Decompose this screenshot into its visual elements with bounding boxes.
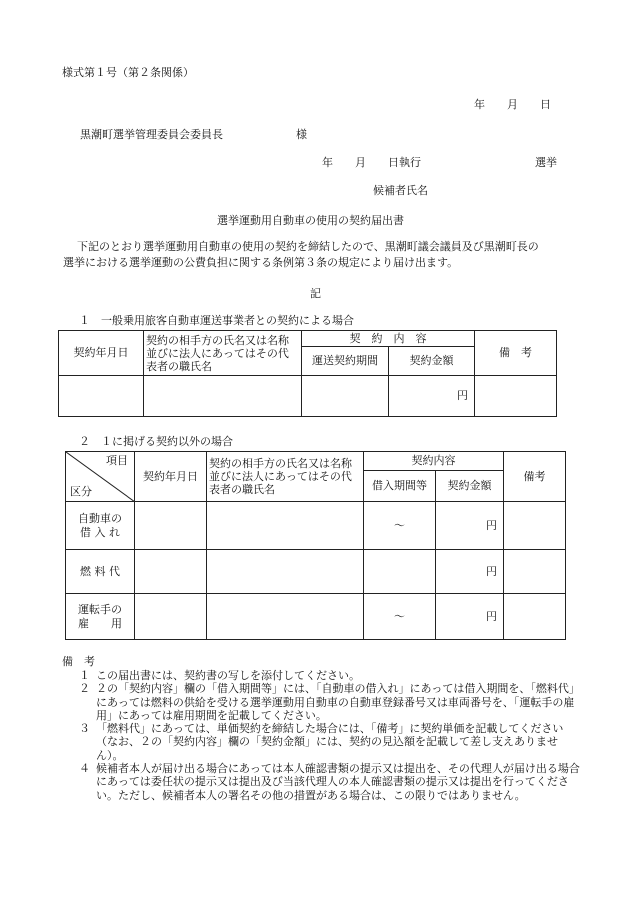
candidate-name-label: 候補者氏名 [373, 184, 428, 197]
s2-header-diagonal-cell [66, 452, 135, 502]
s2-row-label: 燃 料 代 [66, 550, 135, 594]
s2-remarks-cell[interactable] [504, 550, 566, 594]
addressee-honorific: 様 [296, 128, 307, 141]
ki-marker: 記 [310, 287, 321, 300]
note-number: ３ [79, 722, 90, 736]
s2-contract-date-cell[interactable] [135, 550, 207, 594]
s2-row-label-line1: 運転手の [78, 602, 122, 616]
s1-remarks-cell[interactable] [475, 376, 557, 417]
section1-table [58, 330, 557, 417]
s1-header-period: 運送契約期間 [302, 347, 389, 376]
note-number: ２ [79, 682, 90, 696]
notes-list [62, 669, 582, 802]
note-text: この届出書には、契約書の写しを添付してください。 [96, 669, 360, 682]
s2-header-category: 区分 [70, 485, 92, 498]
s2-header-item: 項目 [106, 454, 128, 467]
s1-header-contract-date: 契約年月日 [59, 331, 144, 376]
s1-data-row [59, 376, 557, 417]
s2-row-label [66, 502, 135, 550]
s2-row-label-line1: 自動車の [78, 511, 122, 525]
s2-amount-cell[interactable]: 円 [436, 550, 504, 594]
s2-header-amount: 契約金額 [436, 471, 504, 502]
s2-contract-date-cell[interactable] [135, 502, 207, 550]
s1-header-party: 契約の相手方の氏名又は名称並びに法人にあってはその代表者の職氏名 [144, 331, 302, 376]
document-title: 選挙運動用自動車の使用の契約届出書 [217, 214, 404, 227]
s1-contract-date-cell[interactable] [59, 376, 144, 417]
intro-line-2: 選挙における選挙運動の公費負担に関する条例第３条の規定により届け出ます。 [63, 256, 459, 269]
s2-amount-cell[interactable]: 円 [436, 594, 504, 640]
note-item [62, 762, 582, 802]
s1-amount-cell[interactable]: 円 [389, 376, 475, 417]
s2-party-cell[interactable] [207, 594, 364, 640]
s1-party-cell[interactable] [144, 376, 302, 417]
note-number: １ [79, 669, 90, 682]
s2-header-period: 借入期間等 [364, 471, 436, 502]
s1-period-cell[interactable] [302, 376, 389, 417]
s2-period-cell[interactable]: ～ [364, 502, 436, 550]
addressee: 黒潮町選挙管理委員会委員長 [80, 128, 223, 141]
section2-heading: ２ １に掲げる契約以外の場合 [79, 435, 233, 448]
note-item [62, 682, 582, 722]
submission-date: 年 月 日 [474, 98, 551, 111]
s2-header-contents: 契約内容 [364, 452, 504, 471]
note-text: ２の「契約内容」欄の「借入期間等」には、「自動車の借入れ」にあっては借入期間を、「燃料代」にあっては燃料の供給を受ける選挙運動用自動車の自動車登録番号又は車両番号を、「運転手の雇用」にあっては雇用期間を記載してください。 [96, 682, 580, 722]
s2-header-party: 契約の相手方の氏名又は名称並びに法人にあってはその代表者の職氏名 [207, 452, 364, 502]
s2-contract-date-cell[interactable] [135, 594, 207, 640]
s2-amount-cell[interactable]: 円 [436, 502, 504, 550]
s1-header-amount: 契約金額 [389, 347, 475, 376]
section2-table [65, 451, 566, 640]
s2-party-cell[interactable] [207, 502, 364, 550]
note-text: 候補者本人が届け出る場合にあっては本人確認書類の提示又は提出を、その代理人が届け出る場合にあっては委任状の提示又は提出及び当該代理人の本人確認書類の提示又は提出を行ってください。ただし、候補者本人の署名その他の措置がある場合は、この限りではありません。 [96, 762, 580, 802]
section1-heading: １ 一般乗用旅客自動車運送事業者との契約による場合 [79, 314, 354, 327]
s2-row-label-line2: 雇 用 [78, 616, 122, 630]
s2-party-cell[interactable] [207, 550, 364, 594]
s2-header-contract-date: 契約年月日 [135, 452, 207, 502]
s2-row-label [66, 594, 135, 640]
form-label: 様式第１号（第２条関係） [62, 66, 194, 79]
s2-row-vehicle-rental [66, 502, 566, 550]
s2-row-label-line2: 借 入 れ [80, 525, 120, 539]
s2-period-cell[interactable] [364, 550, 436, 594]
note-item [62, 722, 582, 762]
intro-line-1: 下記のとおり選挙運動用自動車の使用の契約を締結したので、黒潮町議会議員及び黒潮町長の [77, 240, 539, 253]
s2-remarks-cell[interactable] [504, 594, 566, 640]
election-date: 年 月 日執行 [322, 156, 421, 169]
s2-period-cell[interactable]: ～ [364, 594, 436, 640]
notes-heading: 備 考 [62, 655, 95, 668]
s1-header-remarks: 備 考 [475, 331, 557, 376]
note-item [62, 669, 582, 682]
s1-header-contents: 契 約 内 容 [302, 331, 475, 347]
s2-remarks-cell[interactable] [504, 502, 566, 550]
s2-row-driver [66, 594, 566, 640]
note-number: ４ [79, 762, 90, 776]
election-suffix: 選挙 [535, 156, 557, 169]
s2-header-remarks: 備考 [504, 452, 566, 502]
note-text: 「燃料代」にあっては、単価契約を締結した場合には、「備考」に契約単価を記載してください（なお、２の「契約内容」欄の「契約金額」には、契約の見込額を記載して差し支えありません）。 [96, 722, 564, 762]
s2-row-fuel [66, 550, 566, 594]
